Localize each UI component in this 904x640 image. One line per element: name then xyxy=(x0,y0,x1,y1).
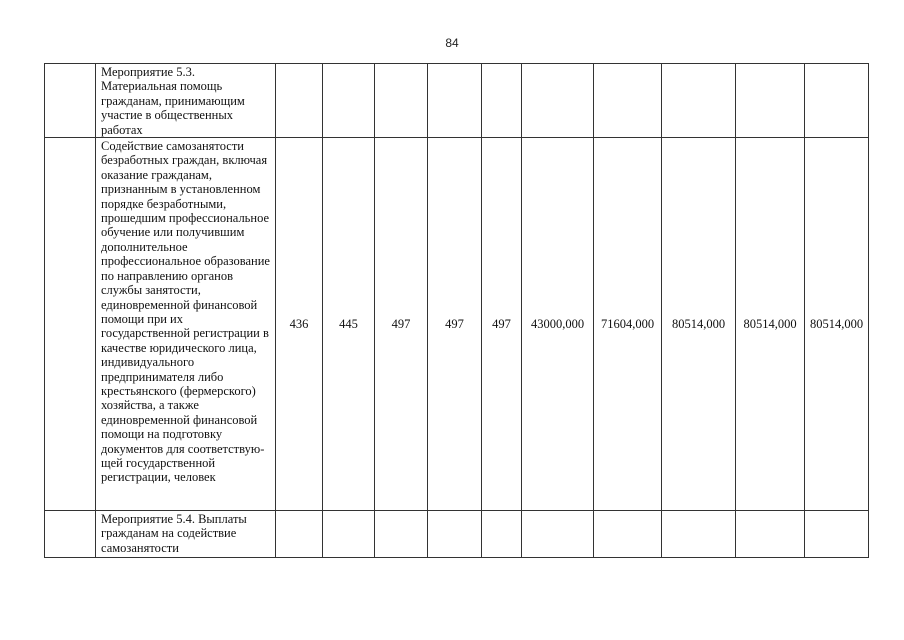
index-cell xyxy=(45,138,96,511)
table-row xyxy=(45,138,869,511)
value-cell: 436 xyxy=(276,138,323,511)
table-row xyxy=(45,64,869,138)
value-cell xyxy=(276,511,323,558)
value-cell xyxy=(428,64,482,138)
value-cell xyxy=(522,511,594,558)
value-cell xyxy=(323,511,375,558)
value-cell xyxy=(805,511,869,558)
value-cell xyxy=(482,511,522,558)
index-cell xyxy=(45,64,96,138)
value-cell: 497 xyxy=(428,138,482,511)
value-cell: 80514,000 xyxy=(736,138,805,511)
program-table xyxy=(44,63,869,558)
value-cell xyxy=(428,511,482,558)
value-cell xyxy=(482,64,522,138)
value-cell: 43000,000 xyxy=(522,138,594,511)
value-cell xyxy=(736,64,805,138)
description-cell: Содействие самозанятости безработных граждан, включая оказание гражданам, признанным в установленном порядке безработными, прошедшим профессиональное обучение или получившим дополнительное профессиональное образование по направлению органов службы занятости, единовременной финансовой помощи при их государственной регистрации в качестве юридического лица, индивидуального предпринимателя либо крестьянского (фермерского) хозяйства, а также единовременной финансовой помощи на подготовку документов для соответствую-щей государственной регистрации, человек xyxy=(96,138,276,511)
page-number: 84 xyxy=(445,36,459,50)
value-cell xyxy=(662,511,736,558)
value-cell xyxy=(522,64,594,138)
index-cell xyxy=(45,511,96,558)
value-cell xyxy=(276,64,323,138)
value-cell: 445 xyxy=(323,138,375,511)
value-cell xyxy=(594,64,662,138)
value-cell xyxy=(736,511,805,558)
value-cell xyxy=(375,511,428,558)
value-cell: 80514,000 xyxy=(805,138,869,511)
value-cell: 71604,000 xyxy=(594,138,662,511)
value-cell: 497 xyxy=(482,138,522,511)
value-cell xyxy=(323,64,375,138)
value-cell xyxy=(805,64,869,138)
value-cell: 497 xyxy=(375,138,428,511)
value-cell xyxy=(375,64,428,138)
description-cell: Мероприятие 5.3. Материальная помощь гражданам, принимающим участие в общественных работах xyxy=(96,64,276,138)
value-cell xyxy=(594,511,662,558)
value-cell: 80514,000 xyxy=(662,138,736,511)
description-cell: Мероприятие 5.4. Выплаты гражданам на содействие самозанятости xyxy=(96,511,276,558)
value-cell xyxy=(662,64,736,138)
table-row xyxy=(45,511,869,558)
